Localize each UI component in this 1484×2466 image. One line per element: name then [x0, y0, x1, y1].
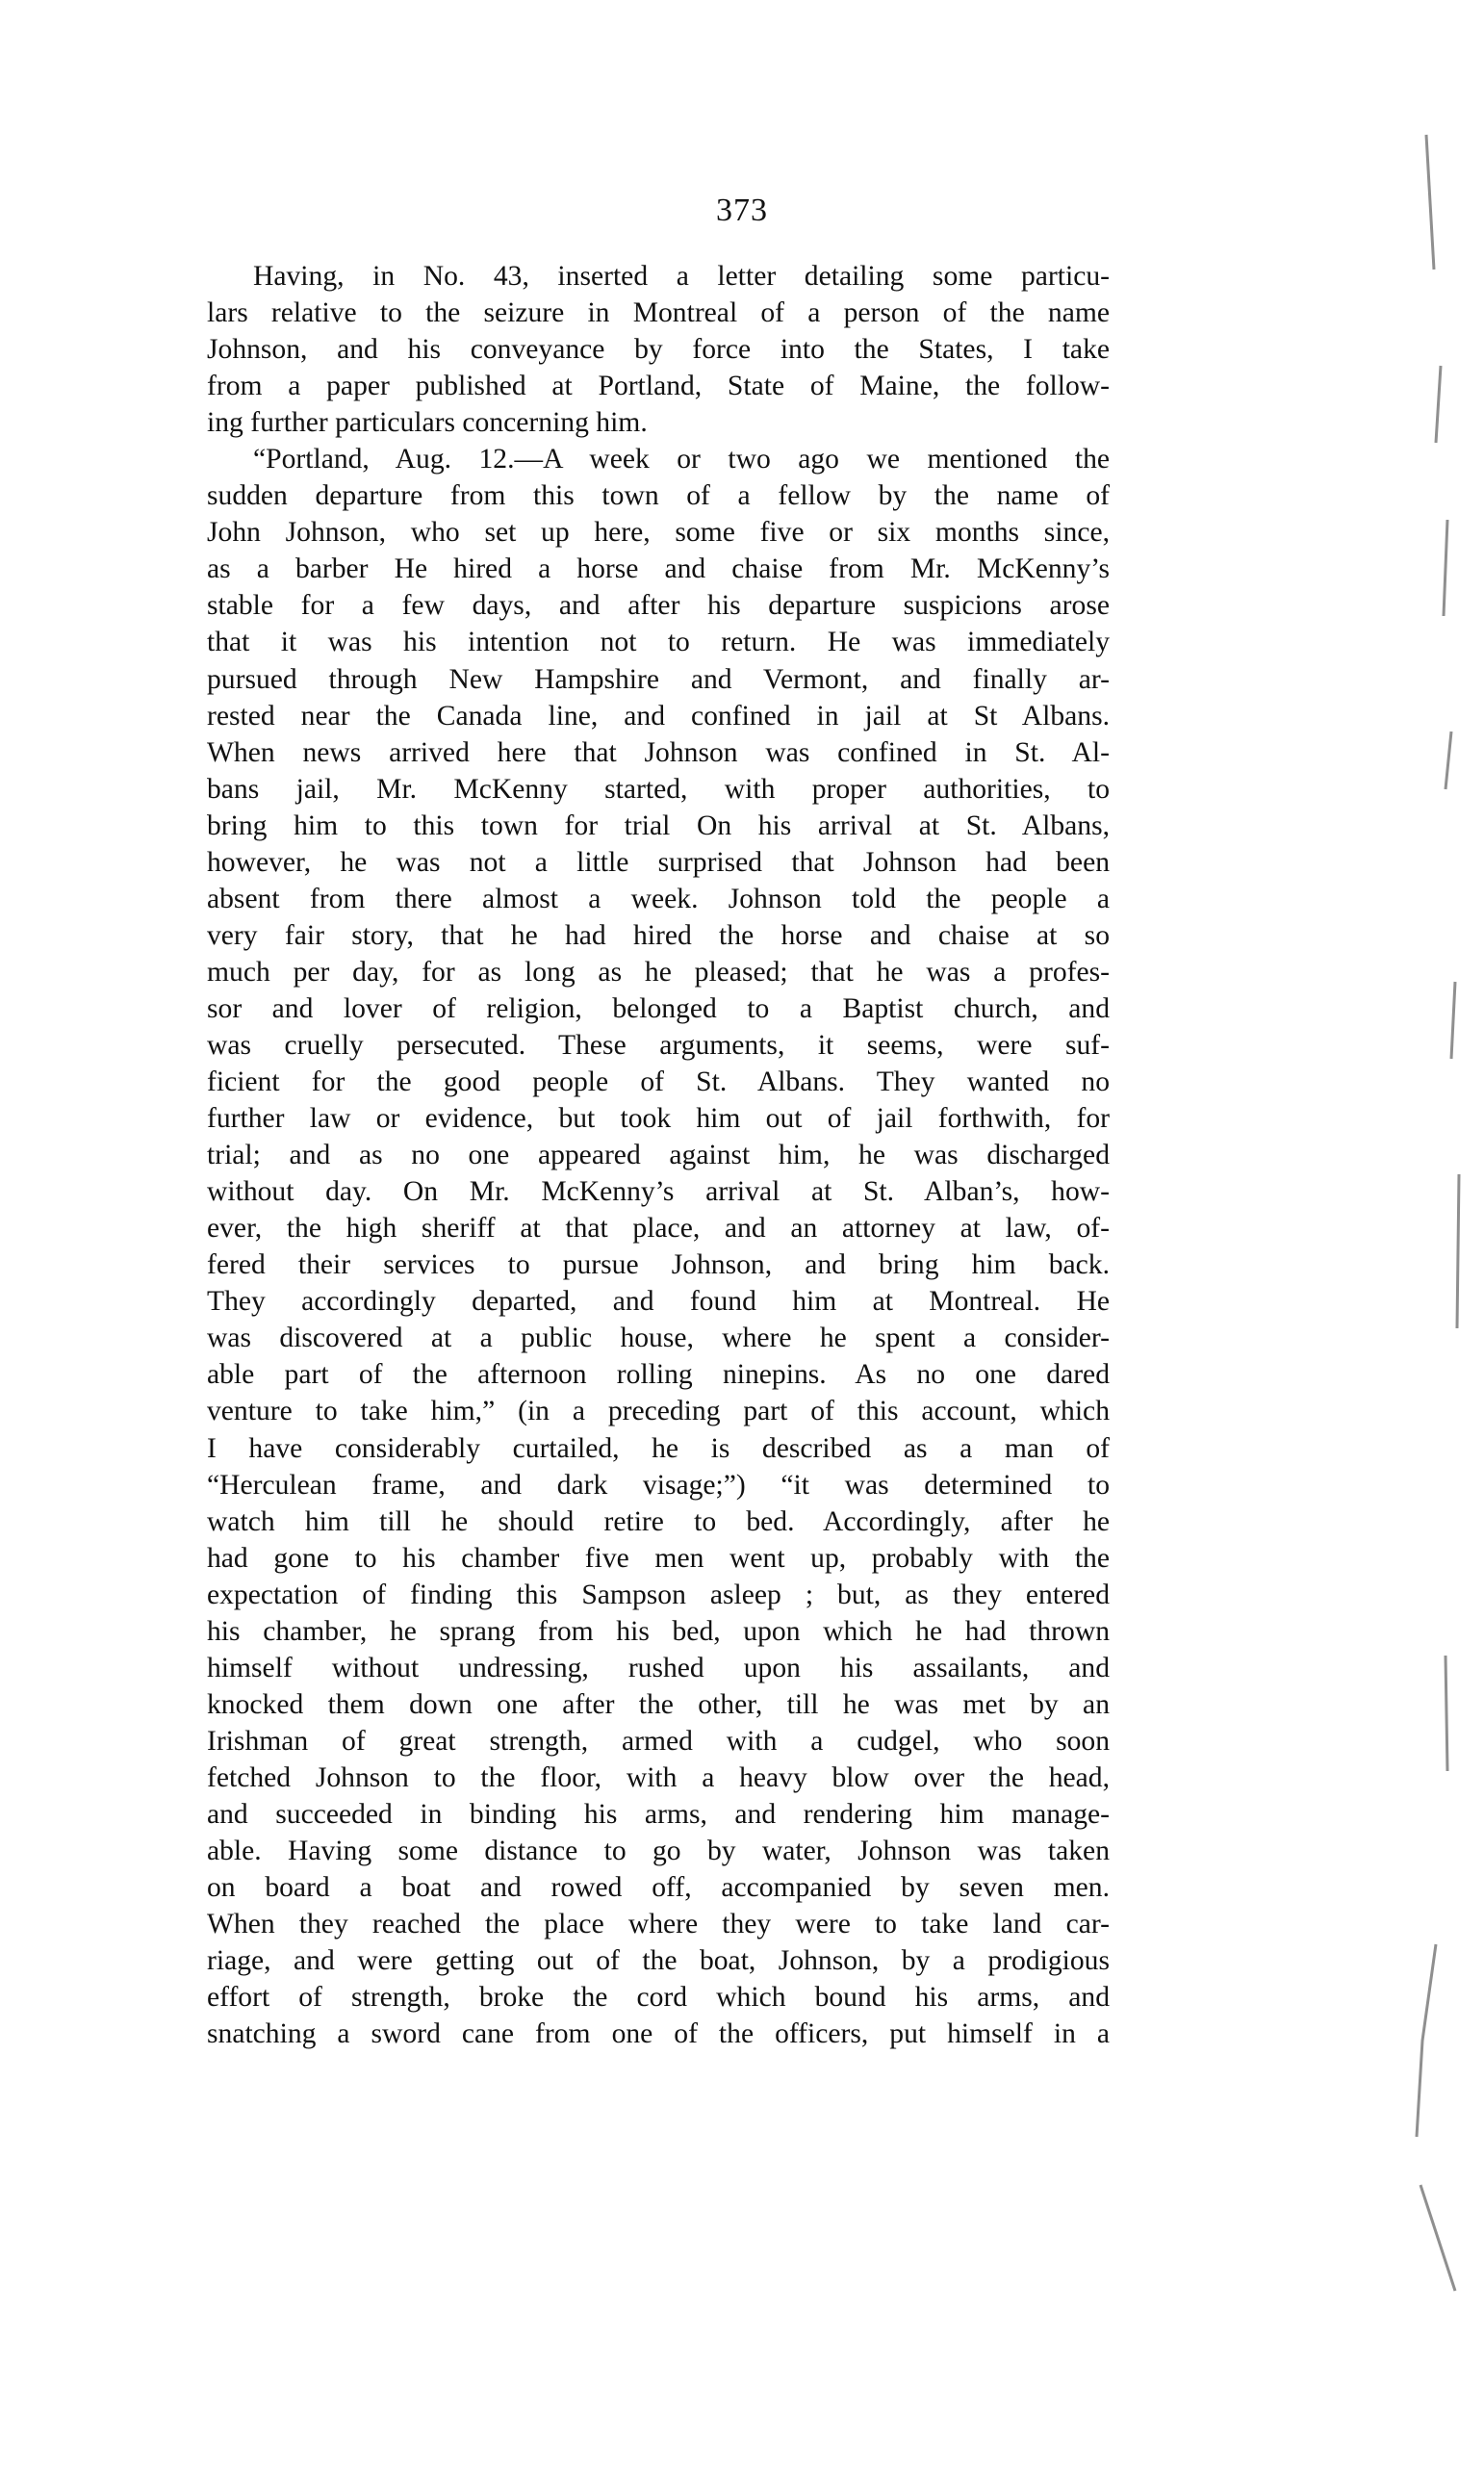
text-line: fetched Johnson to the floor, with a heavy blow over the head, — [207, 1761, 1110, 1793]
text-line: stable for a few days, and after his departure suspicions arose — [207, 590, 1110, 622]
text-line: himself without undressing, rushed upon his assailants, and — [207, 1652, 1110, 1683]
text-line: John Johnson, who set up here, some five or six months since, — [207, 517, 1110, 549]
page-number: 373 — [716, 193, 768, 228]
text-line: venture to take him,” (in a preceding part of this account, which — [207, 1396, 1110, 1427]
text-line: however, he was not a little surprised that Johnson had been — [207, 846, 1110, 878]
text-line: much per day, for as long as he pleased; that he was a profes- — [207, 956, 1110, 988]
text-line: able. Having some distance to go by water, Johnson was taken — [207, 1836, 1110, 1867]
text-line: was cruelly persecuted. These arguments, it seems, were suf- — [207, 1029, 1110, 1061]
text-line: “Portland, Aug. 12.—A week or two ago we mentioned the — [253, 444, 1110, 475]
text-line: watch him till he should retire to bed. Accordingly, after he — [207, 1505, 1110, 1537]
text-line: and succeeded in binding his arms, and rendering him manage- — [207, 1798, 1110, 1830]
text-line: sudden departure from this town of a fellow by the name of — [207, 480, 1110, 512]
text-line: on board a boat and rowed off, accompanied by seven men. — [207, 1872, 1110, 1904]
text-line: Having, in No. 43, inserted a letter detailing some particu- — [253, 261, 1110, 292]
text-line: snatching a sword cane from one of the officers, put himself in a — [207, 2018, 1110, 2050]
text-line: that it was his intention not to return. He was immediately — [207, 627, 1110, 658]
text-line: expectation of finding this Sampson asleep ; but, as they entered — [207, 1579, 1110, 1610]
text-line: very fair story, that he had hired the horse and chaise at so — [207, 919, 1110, 951]
text-line: knocked them down one after the other, till he was met by an — [207, 1688, 1110, 1720]
text-line: Johnson, and his conveyance by force into the States, I take — [207, 334, 1110, 366]
scan-edge-artifact — [1388, 116, 1474, 2406]
text-line: When news arrived here that Johnson was confined in St. Al- — [207, 736, 1110, 768]
text-line: was discovered at a public house, where he spent a consider- — [207, 1323, 1110, 1354]
text-line: bring him to this town for trial On his arrival at St. Albans, — [207, 809, 1110, 841]
text-line: had gone to his chamber five men went up, probably with the — [207, 1542, 1110, 1574]
text-line: ever, the high sheriff at that place, and an attorney at law, of- — [207, 1213, 1110, 1245]
text-line: further law or evidence, but took him out of jail forthwith, for — [207, 1103, 1110, 1135]
text-line: Irishman of great strength, armed with a cudgel, who soon — [207, 1725, 1110, 1757]
text-line: bans jail, Mr. McKenny started, with proper authorities, to — [207, 773, 1110, 805]
text-line: as a barber He hired a horse and chaise from Mr. McKenny’s — [207, 553, 1110, 585]
text-line: When they reached the place where they were to take land car- — [207, 1909, 1110, 1940]
text-line: ficient for the good people of St. Albans. They wanted no — [207, 1066, 1110, 1098]
text-line: They accordingly departed, and found him at Montreal. He — [207, 1286, 1110, 1318]
text-line: without day. On Mr. McKenny’s arrival at St. Alban’s, how- — [207, 1176, 1110, 1208]
text-line: trial; and as no one appeared against him, he was discharged — [207, 1140, 1110, 1171]
article-body — [207, 258, 1110, 2052]
text-line: rested near the Canada line, and confined in jail at St Albans. — [207, 700, 1110, 732]
text-line: pursued through New Hampshire and Vermont, and finally ar- — [207, 663, 1110, 695]
text-line: “Herculean frame, and dark visage;”) “it was determined to — [207, 1469, 1110, 1501]
text-line: riage, and were getting out of the boat, Johnson, by a prodigious — [207, 1945, 1110, 1977]
text-line: sor and lover of religion, belonged to a Baptist church, and — [207, 992, 1110, 1024]
text-line: from a paper published at Portland, State of Maine, the follow- — [207, 371, 1110, 402]
text-line: ing further particulars concerning him. — [207, 407, 648, 439]
text-line: fered their services to pursue Johnson, and bring him back. — [207, 1249, 1110, 1281]
text-line: I have considerably curtailed, he is described as a man of — [207, 1432, 1110, 1464]
text-line: effort of strength, broke the cord which bound his arms, and — [207, 1982, 1110, 2014]
text-line: absent from there almost a week. Johnson told the people a — [207, 883, 1110, 914]
text-line: lars relative to the seizure in Montreal of a person of the name — [207, 297, 1110, 329]
text-line: able part of the afternoon rolling ninepins. As no one dared — [207, 1359, 1110, 1391]
text-line: his chamber, he sprang from his bed, upon which he had thrown — [207, 1615, 1110, 1647]
